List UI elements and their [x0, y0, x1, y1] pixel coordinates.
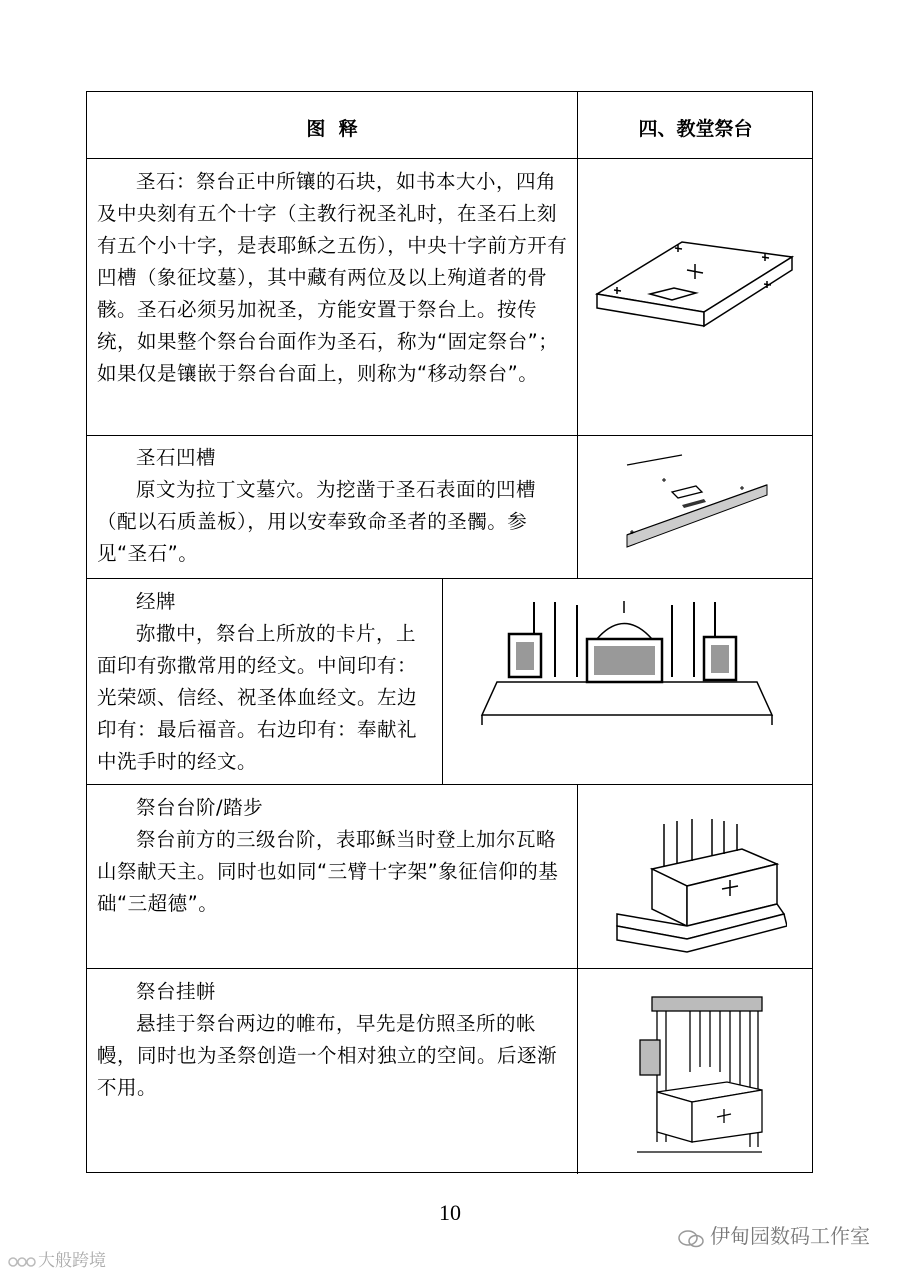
row-altar-curtains-body: 悬挂于祭台两边的帷布，早先是仿照圣所的帐幔，同时也为圣祭创造一个相对独立的空间。后逐渐不用。	[97, 1012, 558, 1099]
row-altar-curtains-title: 祭台挂帡	[136, 980, 217, 1003]
sepulchre-illustration	[622, 450, 772, 555]
row-altar-curtains-text	[97, 976, 569, 1104]
watermark-logo-icon	[8, 1254, 38, 1268]
header-section-title: 四、教堂祭台	[638, 118, 753, 140]
altar-curtains-illustration	[632, 992, 767, 1154]
row-altar-stone-body: 圣石：祭台正中所镶的石块，如书本大小，四角及中央刻有五个十字（主教行祝圣礼时，在圣石上刻有五个小十字，是表耶稣之五伤），中央十字前方开有凹槽（象征坟墓），其中藏有两位及以上殉道者的骨骸。圣石必须另加祝圣，方能安置于祭台上。按传统，如果整个祭台台面作为圣石，称为“固定祭台”；如果仅是镶嵌于祭台台面上，则称为“移动祭台”。	[97, 170, 568, 385]
row-altar-cards-title: 经牌	[136, 590, 177, 613]
row-altar-steps-body: 祭台前方的三级台阶，表耶稣当时登上加尔瓦略山祭献天主。同时也如同“三臂十字架”象征信仰的基础“三超德”。	[97, 828, 559, 915]
row-altar-cards-body: 弥撒中，祭台上所放的卡片，上面印有弥撒常用的经文。中间印有：光荣颂、信经、祝圣体血经文。左边印有：最后福音。右边印有：奉献礼中洗手时的经文。	[97, 622, 418, 773]
row-sepulchre-body: 原文为拉丁文墓穴。为挖凿于圣石表面的凹槽（配以石质盖板），用以安奉致命圣者的圣髑。参见“圣石”。	[97, 478, 537, 565]
chat-bubble-icon	[678, 1229, 704, 1247]
glossary-table	[86, 91, 813, 1173]
row-altar-steps-text	[97, 792, 569, 920]
altar-cards-illustration	[472, 597, 777, 725]
watermark-left	[8, 1246, 106, 1271]
header-explanation: 图 释	[306, 118, 358, 140]
page-number: 10	[439, 1200, 461, 1225]
row-altar-cards-text	[97, 586, 435, 778]
altar-stone-illustration	[592, 232, 797, 332]
row-altar-stone-text	[97, 166, 569, 390]
watermark-left-text: 大般跨境	[38, 1251, 106, 1271]
altar-steps-illustration	[612, 814, 787, 954]
row-sepulchre-title: 圣石凹槽	[136, 446, 217, 469]
row-sepulchre-text	[97, 442, 569, 570]
row-altar-steps-title: 祭台台阶/踏步	[136, 796, 264, 819]
watermark-right-text: 伊甸园数码工作室	[710, 1224, 870, 1248]
watermark-right	[678, 1220, 870, 1249]
